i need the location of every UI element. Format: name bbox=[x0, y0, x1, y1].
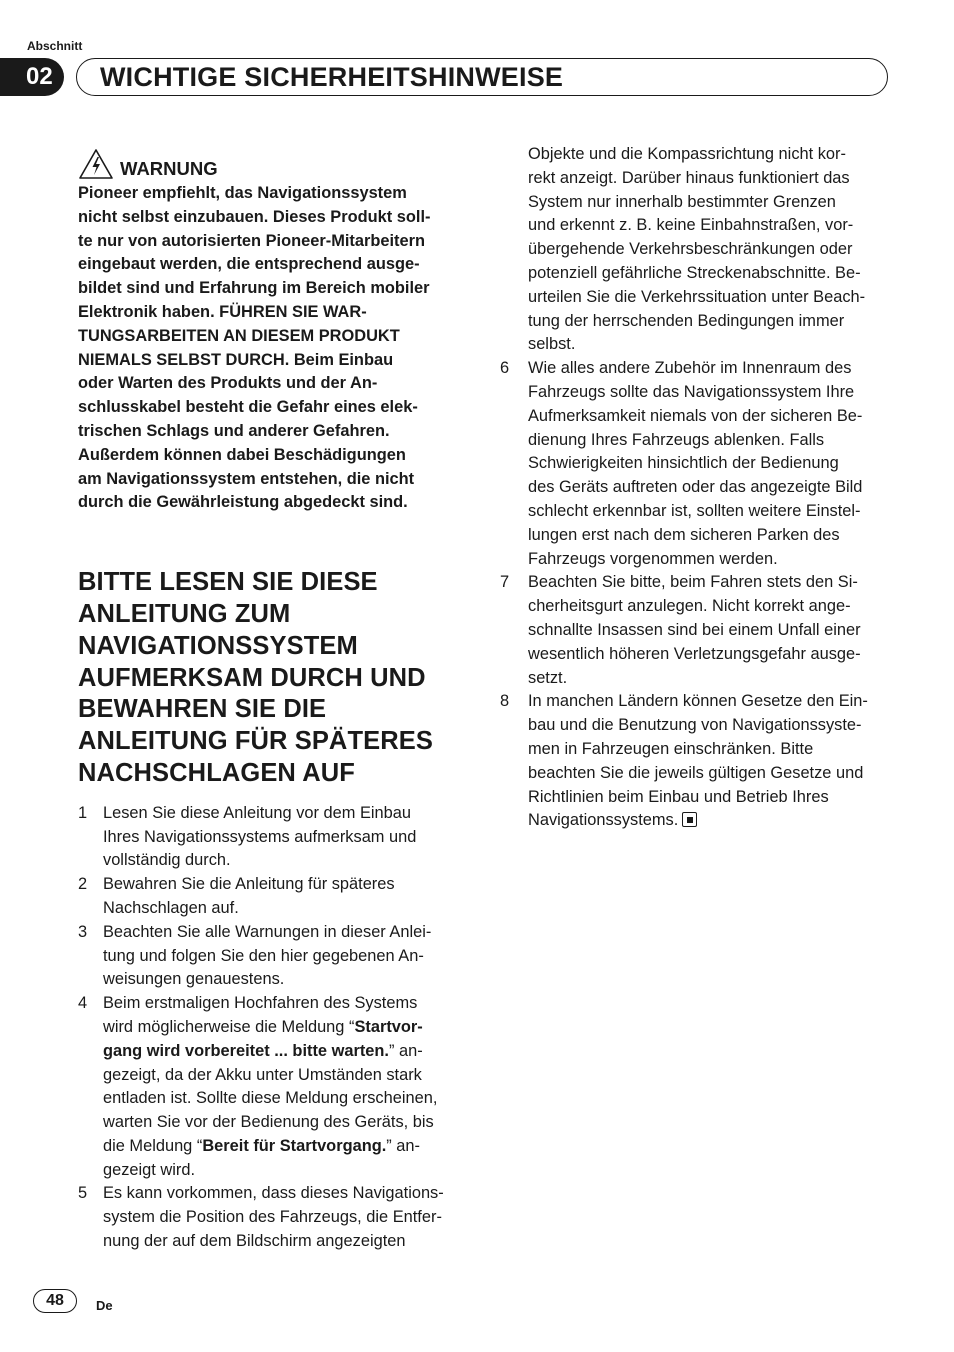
steps-list bbox=[78, 802, 466, 1254]
right-column bbox=[500, 143, 892, 833]
item-number: 2 bbox=[78, 875, 88, 894]
warning-line: bildet sind und Erfahrung im Bereich mobiler bbox=[78, 279, 430, 298]
section-title: WICHTIGE SICHERHEITSHINWEISE bbox=[100, 62, 564, 92]
item-number: 6 bbox=[500, 359, 510, 378]
section-label: Abschnitt bbox=[27, 39, 83, 53]
warning-line: NIEMALS SELBST DURCH. Beim Einbau bbox=[78, 350, 394, 369]
warning-line: te nur von autorisierten Pioneer-Mitarbeitern bbox=[78, 231, 425, 250]
warning-label: WARNUNG bbox=[120, 158, 218, 179]
warning-line: Pioneer empfiehlt, das Navigationssystem bbox=[78, 184, 407, 202]
warning-line: schlusskabel besteht die Gefahr eines elek- bbox=[78, 398, 418, 417]
heading-line: ANLEITUNG FÜR SPÄTERES bbox=[78, 727, 433, 756]
warning-line: durch die Gewährleistung abgedeckt sind. bbox=[78, 493, 408, 512]
heading-line: ANLEITUNG ZUM bbox=[78, 599, 291, 628]
warning-line: oder Warten des Produkts und der An- bbox=[78, 374, 378, 393]
page-number: 48 bbox=[33, 1289, 77, 1313]
warning-line: am Navigationssystem entstehen, die nicht bbox=[78, 469, 415, 488]
heading-line: BITTE LESEN SIE DIESE bbox=[78, 568, 378, 597]
steps-list-continued bbox=[500, 357, 892, 833]
heading-line: AUFMERKSAM DURCH UND bbox=[78, 663, 426, 692]
heading-line: NACHSCHLAGEN AUF bbox=[78, 758, 355, 787]
item-number: 7 bbox=[500, 573, 510, 592]
warning-triangle-icon bbox=[78, 148, 114, 180]
warning-line: Außerdem können dabei Beschädigungen bbox=[78, 445, 406, 464]
list-item: 6 Wie alles andere Zubehör im Innenraum des Fahrzeugs sollte das Navigationssystem Ihre Aufmerksamkeit niemals von der sicheren Be- dienung Ihres Fahrzeugs ablenken. Falls Schwierigkeiten hinsichtlich der Bedienung des Geräts auftreten oder das angezeigte Bild schlecht erkennbar ist, sollten weitere Einstel- lungen erst nach dem sicheren Parken des Fahrzeugs vorgenommen werden. bbox=[500, 357, 892, 571]
item-number: 1 bbox=[78, 803, 88, 822]
warning-line: TUNGSARBEITEN AN DIESEM PRODUKT bbox=[78, 326, 400, 345]
warning-text bbox=[78, 182, 466, 515]
end-of-section-icon bbox=[682, 812, 697, 827]
warning-line: trischen Schlags und anderer Gefahren. bbox=[78, 421, 390, 440]
left-column bbox=[78, 148, 466, 1254]
warning-header bbox=[78, 148, 466, 180]
warning-line: Elektronik haben. FÜHREN SIE WAR- bbox=[78, 302, 367, 321]
heading-line: BEWAHREN SIE DIE bbox=[78, 695, 327, 724]
list-item: 7 Beachten Sie bitte, beim Fahren stets den Si- cherheitsgurt anzulegen. Nicht korrekt ange- schnallte Insassen sind bei einem Unfall einer wesentlich höheren Verletzungsgefahr ausge- setzt. bbox=[500, 571, 892, 690]
list-item: 8 In manchen Ländern können Gesetze den Ein- bau und die Benutzung von Navigationssyste- men in Fahrzeugen einschränken. Bitte beachten Sie die jeweils gültigen Gesetze und Richtlinien beim Einbau und Betrieb Ihres Navigationssystems. bbox=[500, 690, 892, 833]
item-number: 3 bbox=[78, 922, 88, 941]
list-item: 3 Beachten Sie alle Warnungen in dieser Anlei- tung und folgen Sie den hier gegebenen An- weisungen genauestens. bbox=[78, 921, 466, 992]
instructions-heading bbox=[78, 567, 466, 790]
item-number: 4 bbox=[78, 994, 88, 1013]
list-item: 1 Lesen Sie diese Anleitung vor dem Einbau Ihres Navigationssystems aufmerksam und vollständig durch. bbox=[78, 802, 466, 873]
list-item: 2 Bewahren Sie die Anleitung für späteres Nachschlagen auf. bbox=[78, 873, 466, 921]
language-code: De bbox=[96, 1298, 113, 1313]
warning-line: nicht selbst einzubauen. Dieses Produkt soll- bbox=[78, 207, 431, 226]
list-item: 4 Beim erstmaligen Hochfahren des Systems wird möglicherweise die Meldung “Startvor- gang wird vorbereitet ... bitte warten.” an- gezeigt, da der Akku unter Umständen stark entladen ist. Sollte diese Meldung erscheinen, warten Sie vor der Bedienung des Geräts, bis die Meldung “Bereit für Startvorgang.” an- gezeigt wird. bbox=[78, 992, 466, 1182]
warning-line: eingebaut werden, die entsprechend ausge- bbox=[78, 255, 420, 274]
section-number-badge: 02 bbox=[0, 58, 64, 96]
item-number: 5 bbox=[78, 1184, 88, 1203]
list-item-continuation: Objekte und die Kompassrichtung nicht kor- rekt anzeigt. Darüber hinaus funktioniert das System nur innerhalb bestimmter Grenzen und erkennt z. B. keine Einbahnstraßen, vor- übergehende Verkehrsbeschränkungen oder potenziell gefährliche Streckenabschnitte. Be- urteilen Sie die Verkehrssituation unter Beach- tung der herrschenden Bedingungen immer selbst. bbox=[528, 145, 866, 354]
heading-line: NAVIGATIONSSYSTEM bbox=[78, 631, 358, 660]
list-item: 5 Es kann vorkommen, dass dieses Navigations- system die Position des Fahrzeugs, die Entfer- nung der auf dem Bildschirm angezeigten bbox=[78, 1182, 466, 1253]
item-number: 8 bbox=[500, 692, 510, 711]
